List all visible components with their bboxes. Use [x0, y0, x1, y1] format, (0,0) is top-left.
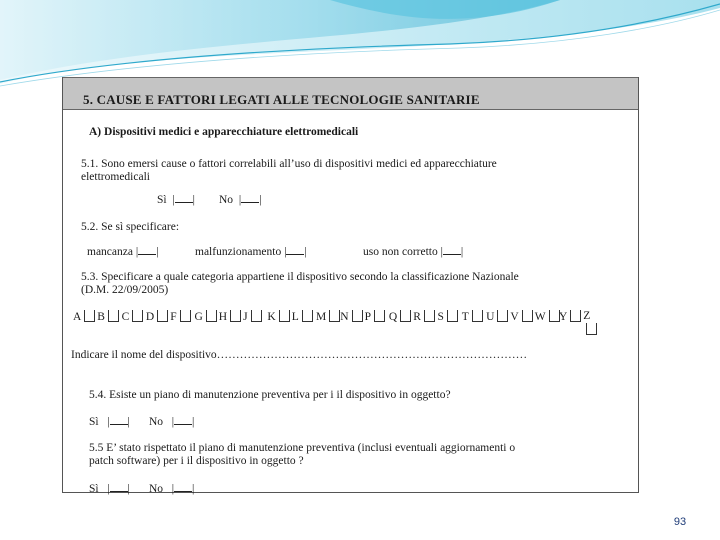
q55-yes-option[interactable]: Sì | | [89, 483, 130, 495]
category-option-r[interactable] [413, 310, 435, 324]
category-letter-label: F [170, 311, 177, 323]
category-letter-label: Y [559, 311, 568, 323]
category-checkbox[interactable] [472, 310, 483, 322]
category-option-b[interactable] [97, 310, 119, 324]
q55-yes-label: Sì [89, 483, 99, 495]
category-option-d[interactable] [146, 310, 168, 324]
category-option-h[interactable] [219, 310, 241, 324]
category-checkbox[interactable] [549, 310, 560, 322]
option-mancanza[interactable]: mancanza | | [87, 246, 159, 258]
category-checkbox[interactable] [230, 310, 241, 322]
category-checkbox[interactable] [447, 310, 458, 322]
q54-no-option[interactable]: No | | [149, 416, 195, 428]
category-option-g[interactable] [195, 310, 217, 324]
question-5-3-line2: (D.M. 22/09/2005) [81, 284, 169, 296]
category-option-t[interactable] [462, 310, 483, 324]
category-option-k[interactable] [267, 310, 289, 324]
question-5-4: 5.4. Esiste un piano di manutenzione preventiva per i il dispositivo in oggetto? [89, 389, 451, 401]
q51-yes-option[interactable]: Sì | | [157, 194, 195, 206]
category-option-n[interactable] [340, 310, 362, 324]
form-scan [62, 77, 639, 493]
page-number: 93 [673, 516, 687, 528]
q54-no-blank[interactable] [174, 415, 192, 425]
mancanza-label: mancanza [87, 246, 133, 258]
q51-yes-blank[interactable] [175, 193, 193, 203]
category-letter-label: T [461, 311, 469, 323]
category-checkbox[interactable] [586, 323, 597, 335]
q55-no-option[interactable]: No | | [149, 483, 195, 495]
question-5-5-line2: patch software) per i il dispositivo in oggetto ? [89, 455, 304, 467]
category-checkbox[interactable] [132, 310, 143, 322]
category-option-q[interactable] [389, 310, 411, 324]
category-letter-label: H [218, 311, 228, 323]
q54-yes-option[interactable]: Sì | | [89, 416, 130, 428]
q51-no-blank[interactable] [241, 193, 259, 203]
category-option-u[interactable] [486, 310, 508, 324]
category-option-m[interactable] [316, 310, 340, 324]
question-5-5-line1: 5.5 E’ stato rispettato il piano di manutenzione preventiva (inclusi eventuali aggiornamenti o [89, 442, 516, 454]
q55-no-blank[interactable] [174, 482, 192, 492]
category-option-c[interactable] [122, 310, 144, 324]
q51-yes-label: Sì [157, 194, 167, 206]
question-5-2: 5.2. Se sì specificare: [81, 221, 180, 233]
category-option-f[interactable] [170, 310, 190, 324]
category-letter-label: R [413, 311, 421, 323]
malfunzionamento-label: malfunzionamento [195, 246, 282, 258]
category-checkbox[interactable] [251, 310, 262, 322]
category-letter-label: A [73, 311, 82, 323]
category-checkbox[interactable] [157, 310, 168, 322]
category-letter-label: Z [583, 310, 591, 322]
category-letter-label: Q [388, 311, 398, 323]
q54-yes-blank[interactable] [110, 415, 128, 425]
category-letter-label: L [291, 311, 299, 323]
category-checkbox[interactable] [522, 310, 533, 322]
category-letter-label: K [267, 311, 276, 323]
category-letter-label: S [437, 311, 444, 323]
category-option-j[interactable] [243, 310, 261, 324]
q55-yes-blank[interactable] [110, 482, 128, 492]
category-option-p[interactable] [365, 310, 385, 324]
question-5-1-line1: 5.1. Sono emersi cause o fattori correlabili all’uso di dispositivi medici ed apparecchiature [81, 158, 497, 170]
category-option-a[interactable] [73, 310, 95, 324]
question-5-3-line1: 5.3. Specificare a quale categoria appartiene il dispositivo secondo la classificazione Nazionale [81, 271, 519, 283]
category-letter-label: C [121, 311, 130, 323]
question-5-1-line2: elettromedicali [81, 171, 150, 183]
category-option-s[interactable] [438, 310, 458, 324]
uso-non-corretto-label: uso non corretto [363, 246, 438, 258]
category-checkbox[interactable] [108, 310, 119, 322]
mancanza-blank[interactable] [138, 245, 156, 255]
category-letter-row [73, 310, 603, 326]
uso-non-corretto-blank[interactable] [443, 245, 461, 255]
category-checkbox[interactable] [180, 310, 191, 322]
category-letter-label: J [243, 311, 248, 323]
category-checkbox[interactable] [424, 310, 435, 322]
option-malfunzionamento[interactable]: malfunzionamento | | [195, 246, 307, 258]
category-checkbox[interactable] [497, 310, 508, 322]
subsection-title: A) Dispositivi medici e apparecchiature elettromedicali [89, 126, 359, 138]
section-title: 5. CAUSE E FATTORI LEGATI ALLE TECNOLOGIE SANITARIE [83, 92, 480, 107]
category-letter-label: V [510, 311, 519, 323]
category-letter-label: B [97, 311, 105, 323]
category-checkbox[interactable] [279, 310, 290, 322]
q54-no-label: No [149, 416, 164, 428]
malfunzionamento-blank[interactable] [286, 245, 304, 255]
category-checkbox[interactable] [302, 310, 313, 322]
category-option-v[interactable] [510, 310, 532, 324]
q54-yes-label: Sì [89, 416, 99, 428]
option-uso-non-corretto[interactable]: uso non corretto | | [363, 246, 464, 258]
category-letter-label: U [486, 311, 495, 323]
category-checkbox[interactable] [400, 310, 411, 322]
category-option-w[interactable] [535, 310, 560, 324]
device-name-prompt[interactable]: Indicare il nome del dispositivo……………………………………………………………………… [71, 349, 528, 361]
q55-no-label: No [149, 483, 164, 495]
category-letter-label: M [316, 311, 327, 323]
category-checkbox[interactable] [206, 310, 217, 322]
category-checkbox[interactable] [84, 310, 95, 322]
category-letter-label: P [364, 311, 371, 323]
section-header [63, 77, 638, 110]
category-checkbox[interactable] [329, 310, 340, 322]
category-checkbox[interactable] [352, 310, 363, 322]
category-letter-label: G [194, 311, 203, 323]
category-option-z[interactable] [583, 310, 603, 337]
category-letter-label: N [340, 311, 349, 323]
q51-no-label: No [219, 194, 234, 206]
category-letter-label: W [534, 311, 546, 323]
category-option-l[interactable] [292, 310, 313, 324]
category-checkbox[interactable] [570, 310, 581, 322]
q51-no-option[interactable]: No | | [219, 194, 262, 206]
category-checkbox[interactable] [374, 310, 385, 322]
category-option-y[interactable] [559, 310, 581, 324]
category-letter-label: D [145, 311, 155, 323]
